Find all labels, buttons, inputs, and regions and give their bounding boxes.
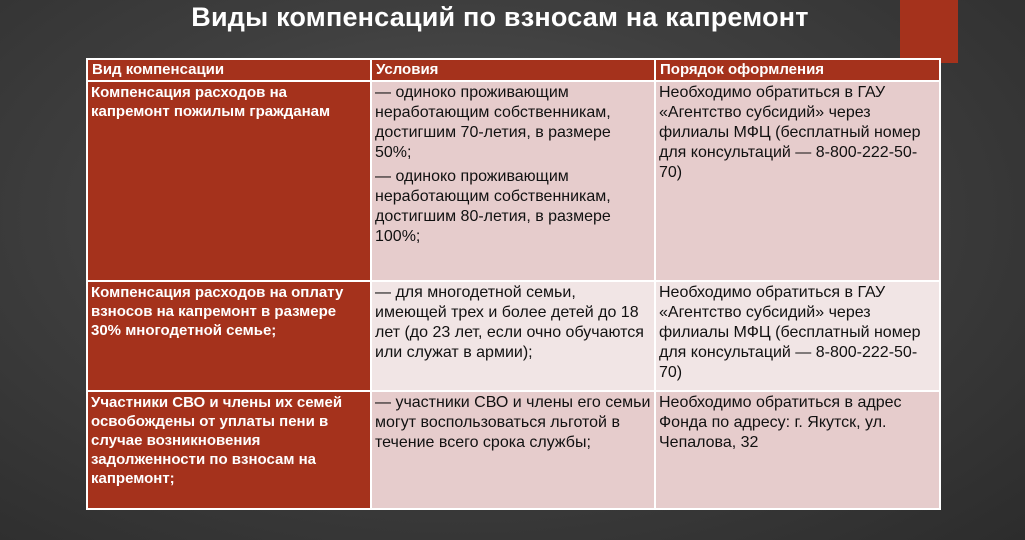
slide-title: Виды компенсаций по взносам на капремонт: [191, 2, 809, 32]
table-row: [87, 281, 940, 391]
procedure-cell: Необходимо обратиться в адрес Фонда по адресу: г. Якутск, ул. Чепалова, 32: [655, 391, 940, 509]
compensation-table: [86, 58, 941, 510]
table-row: [87, 391, 940, 509]
condition-item: — для многодетной семьи, имеющей трех и более детей до 18 лет (до 23 лет, если очно обучаются или служат в армии);: [375, 284, 644, 361]
table-row: [87, 81, 940, 281]
conditions-cell: [371, 81, 655, 281]
compensation-type-cell: Компенсация расходов на капремонт пожилым гражданам: [87, 81, 371, 281]
compensation-type-cell: Компенсация расходов на оплату взносов на капремонт в размере 30% многодетной семье;: [87, 281, 371, 391]
table-header-row: [87, 59, 940, 81]
condition-item: — одиноко проживающим неработающим собственникам, достигшим 80-летия, в размере 100%;: [375, 168, 611, 245]
compensation-type-cell: Участники СВО и члены их семей освобождены от уплаты пени в случае возникновения задолженности по взносам на капремонт;: [87, 391, 371, 509]
conditions-cell: [371, 281, 655, 391]
conditions-cell: [371, 391, 655, 509]
header-compensation-type: Вид компенсации: [87, 59, 371, 81]
condition-item: — одиноко проживающим неработающим собственникам, достигшим 70-летия, в размере 50%;: [375, 84, 611, 161]
procedure-cell: Необходимо обратиться в ГАУ «Агентство субсидий» через филиалы МФЦ (бесплатный номер для консультаций — 8-800-222-50-70): [655, 81, 940, 281]
condition-item: — участники СВО и члены его семьи могут воспользоваться льготой в течение всего срока службы;: [375, 394, 651, 451]
header-conditions: Условия: [371, 59, 655, 81]
procedure-cell: Необходимо обратиться в ГАУ «Агентство субсидий» через филиалы МФЦ (бесплатный номер для консультаций — 8-800-222-50-70): [655, 281, 940, 391]
header-procedure: Порядок оформления: [655, 59, 940, 81]
